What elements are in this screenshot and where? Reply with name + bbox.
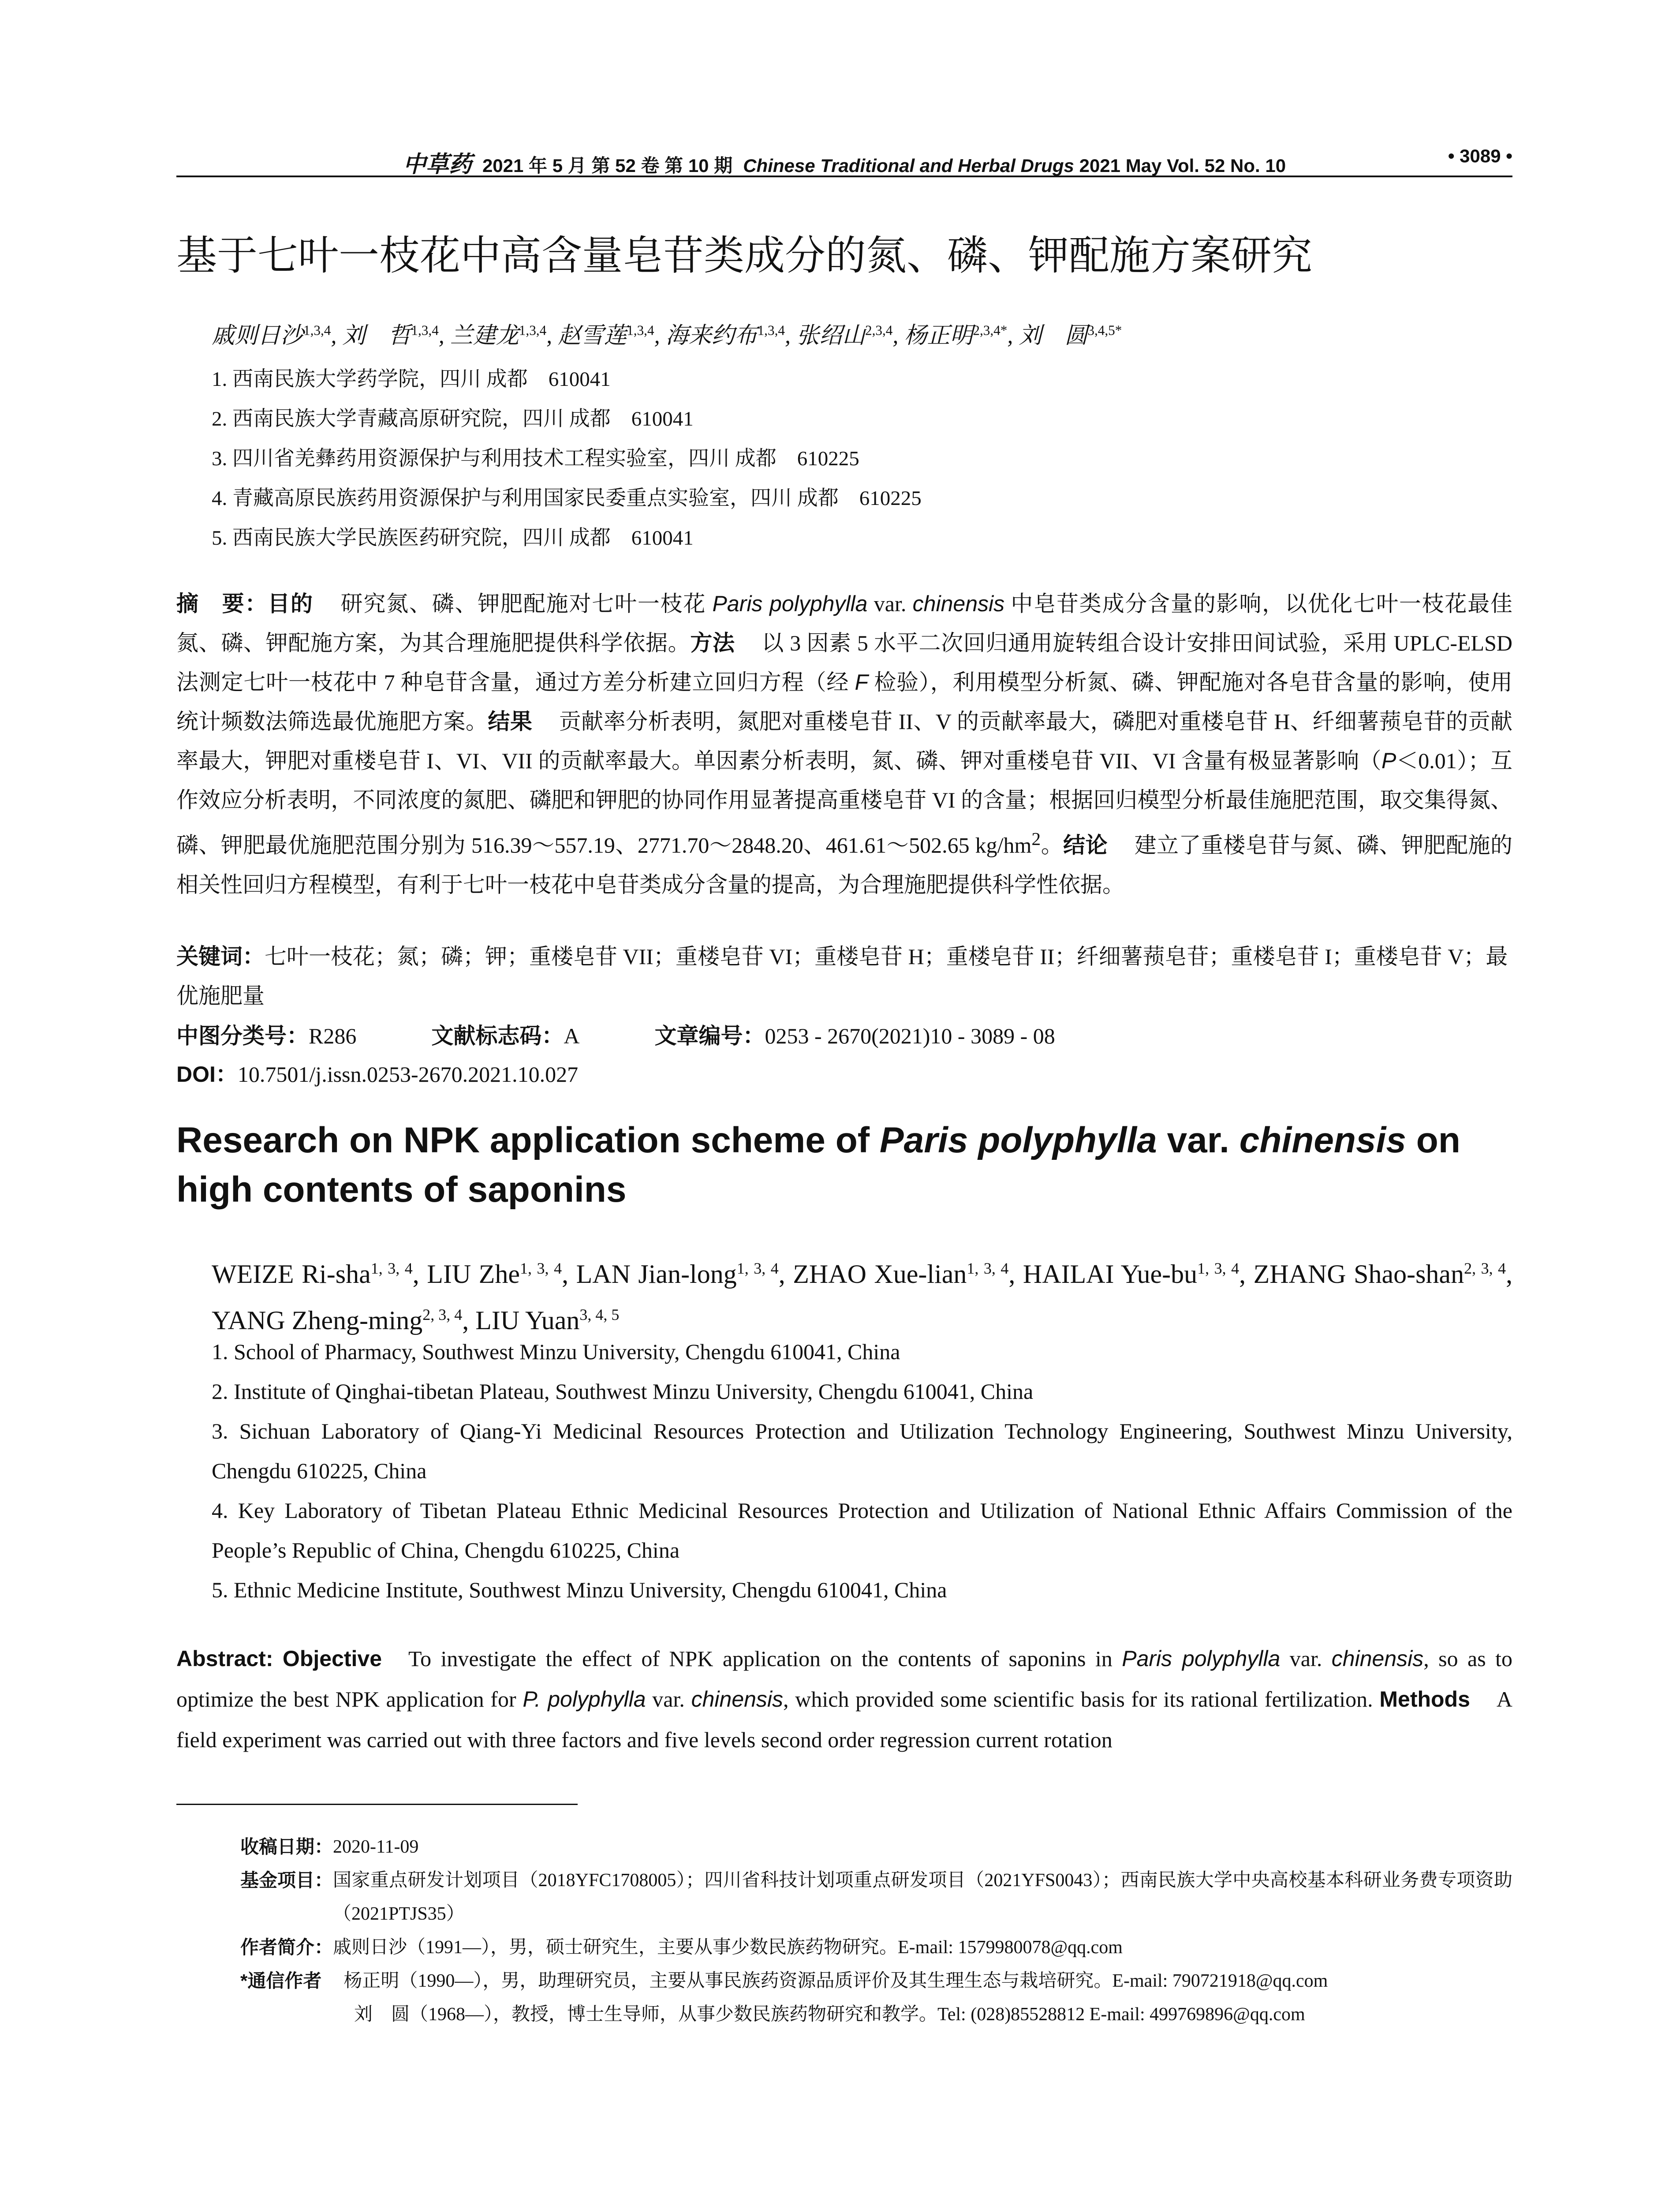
author-en: ZHANG Shao-shan$^{2, 3, 4}$, [1253,1259,1513,1289]
keywords-cn [176,937,1512,1016]
author-en: YANG Zheng-ming$^{2, 3, 4}$, [212,1306,476,1335]
doi-link[interactable]: 10.7501/j.issn.0253-2670.2021.10.027 [237,1062,579,1087]
footnotes [240,1830,1512,2031]
affiliation-en: 1. School of Pharmacy, Southwest Minzu University, Chengdu 610041, China [212,1339,900,1364]
page-number: • 3089 • [1448,146,1512,166]
affiliation-en: 5. Ethnic Medicine Institute, Southwest Minzu University, Chengdu 610041, China [212,1577,947,1602]
affiliation-en: 4. Key Laboratory of Tibetan Plateau Ethnic Medicinal Resources Protection and Utilization of National Ethnic Affairs Commission of the People’s Republic of China, Chengdu 610225, China [212,1498,1512,1562]
methods-en-label: Methods [1379,1687,1470,1712]
journal-en: Chinese Traditional and Herbal Drugs [743,155,1074,176]
article-number: 文章编号：0253 - 2670(2021)10 - 3089 - 08 [654,1024,1055,1048]
affiliation-cn: 4. 青藏高原民族药用资源保护与利用国家民委重点实验室，四川 成都 610225 [212,487,922,510]
affiliation-cn: 3. 四川省羌彝药用资源保护与利用技术工程实验室，四川 成都 610225 [212,447,859,470]
author-cn: 杨正明$^{2,3,4*}$, [904,323,1019,349]
issue-en: 2021 May Vol. 52 No. 10 [1079,155,1286,176]
affiliation-cn: 2. 西南民族大学青藏高原研究院，四川 成都 610041 [212,407,694,430]
affiliation-en: 3. Sichuan Laboratory of Qiang-Yi Medicinal Resources Protection and Utilization Technology Engineering, Southwest Minzu University, Chengdu 610225, China [212,1419,1512,1483]
affiliation-en: 2. Institute of Qinghai-tibetan Plateau, Southwest Minzu University, Chengdu 610041, China [212,1379,1034,1404]
objective-en-label: Objective [282,1646,382,1671]
abstract-label: 摘 要： [176,591,268,616]
author-en: LIU Yuan$^{3, 4, 5}$ [475,1306,620,1335]
author-bio: 作者简介： 戚则日沙（1991—），男，硕士研究生，主要从事少数民族药物研究。E-mail: 1579980078@qq.com [240,1937,1123,1958]
abstract-cn: 摘 要：目的 研究氮、磷、钾肥配施对七叶一枝花 Paris polyphylla var. chinensis 中皂苷类成分含量的影响，以优化七叶一枝花最佳氮、磷、钾配施方案，为其合理施肥提供科学依据。方法 以 3 因素 5 水平二次回归通用旋转组合设计安排田间试验，采用 UPLC-ELSD 法测定七叶一枝花中 7 种皂苷含量，通过方差分析建立回归方程（经 F 检验），利用模型分析氮、磷、钾配施对各皂苷含量的影响，使用统计频数法筛选最优施肥方案。结果 贡献率分析表明，氮肥对重楼皂苷 II、V 的贡献率最大，磷肥对重楼皂苷 H、纤细薯蓣皂苷的贡献率最大，钾肥对重楼皂苷 I、VI、VII 的贡献率最大。单因素分析表明，氮、磷、钾对重楼皂苷 VII、VI 含量有极显著影响（P＜0.01）；互作效应分析表明，不同浓度的氮肥、磷肥和钾肥的协同作用显著提高重楼皂苷 VI 的含量；根据回归模型分析最佳施肥范围，取交集得氮、磷、钾肥最优施肥范围分别为 516.39～557.19、2771.70～2848.20、461.61～502.65 $kg/hm^2$。结论 建立了重楼皂苷与氮、磷、钾肥配施的相关性回归方程模型，有利于七叶一枝花中皂苷类成分含量的提高，为合理施肥提供科学性依据。 [176,591,1513,897]
title-cn: 基于七叶一枝花中高含量皂苷类成分的氮、磷、钾配施方案研究 [176,232,1313,279]
author-cn: 戚则日沙$^{1,3,4}$, [212,323,343,349]
affiliation-cn: 5. 西南民族大学民族医药研究院，四川 成都 610041 [212,527,694,549]
author-cn: 海来约布$^{1,3,4}$, [665,323,796,349]
journal-logo: 中草药 [403,151,472,178]
author-en: HAILAI Yue-bu$^{1, 3, 4}$, [1023,1259,1254,1289]
objective-label: 目的 [268,591,314,616]
abstract-en-label: Abstract: [176,1646,273,1671]
authors-en [212,1248,1512,1341]
clc-number: 中图分类号：R286 [176,1024,357,1048]
results-label: 结果 [488,709,533,734]
header-rule [176,176,1512,177]
author-en: LAN Jian-long$^{1, 3, 4}$, [576,1259,793,1289]
author-en: ZHAO Xue-lian$^{1, 3, 4}$, [793,1259,1023,1289]
classification-row [176,1017,1130,1056]
corresponding-author-2: 刘 圆（1968—），教授，博士生导师，从事少数民族药物研究和教学。Tel: (028)85528812 E-mail: 499769896@qq.com [354,2004,1305,2025]
footnote-rule [176,1804,578,1805]
issue-cn: 2021 年 5 月 第 52 卷 第 10 期 [482,155,733,176]
conclusion-label: 结论 [1063,833,1108,858]
title-en: Research on NPK application scheme of Paris polyphylla var. chinensis on high contents of saponins [176,1120,1460,1210]
fund-info: 基金项目： 国家重点研发计划项目（2018YFC1708005）；四川省科技计划项重点研发项目（2021YFS0043）；西南民族大学中央高校基本科研业务费专项资助（2021PTJS35） [240,1870,1512,1924]
document-code: 文献标志码：A [431,1024,580,1048]
affiliations-en [212,1332,1512,1610]
author-cn: 张绍山$^{2,3,4}$, [796,323,904,349]
affiliations-cn [212,359,1512,558]
corresponding-author: *通信作者 杨正明（1990—），男，助理研究员，主要从事民族药资源品质评价及其生理生态与栽培研究。E-mail: 790721918@qq.com [240,1970,1328,1991]
author-cn: 刘 圆$^{3,4,5*}$ [1019,323,1122,349]
keywords-label: 关键词： [176,944,265,969]
running-header [176,132,1512,176]
received-date: 收稿日期： 2020-11-09 [240,1836,419,1857]
species-name: Paris polyphylla [712,591,868,616]
author-en: WEIZE Ri-sha$^{1, 3, 4}$, [212,1259,427,1289]
authors-cn [212,315,1517,351]
header-center [176,146,1512,179]
author-cn: 兰建龙$^{1,3,4}$, [450,323,558,349]
author-en: LIU Zhe$^{1, 3, 4}$, [427,1259,576,1289]
methods-label: 方法 [690,631,735,655]
author-cn: 赵雪莲$^{1,3,4}$, [558,323,666,349]
keywords-text: 七叶一枝花；氮；磷；钾；重楼皂苷 VII；重楼皂苷 VI；重楼皂苷 H；重楼皂苷 II；纤细薯蓣皂苷；重楼皂苷 I；重楼皂苷 V；最优施肥量 [176,944,1508,1008]
affiliation-cn: 1. 西南民族大学药学院，四川 成都 610041 [212,368,611,391]
abstract-en: Abstract: Objective To investigate the effect of NPK application on the contents of saponins in Paris polyphylla var. chinensis, so as to optimize the best NPK application for P. polyphylla var. chinensis, which provided some scientific basis for its rational fertilization. Methods A field experiment was carried out with three factors and five levels second order regression current rotation [176,1646,1513,1752]
doi: DOI：10.7501/j.issn.0253-2670.2021.10.027 [176,1062,579,1087]
author-cn: 刘 哲$^{1,3,4}$, [342,323,450,349]
